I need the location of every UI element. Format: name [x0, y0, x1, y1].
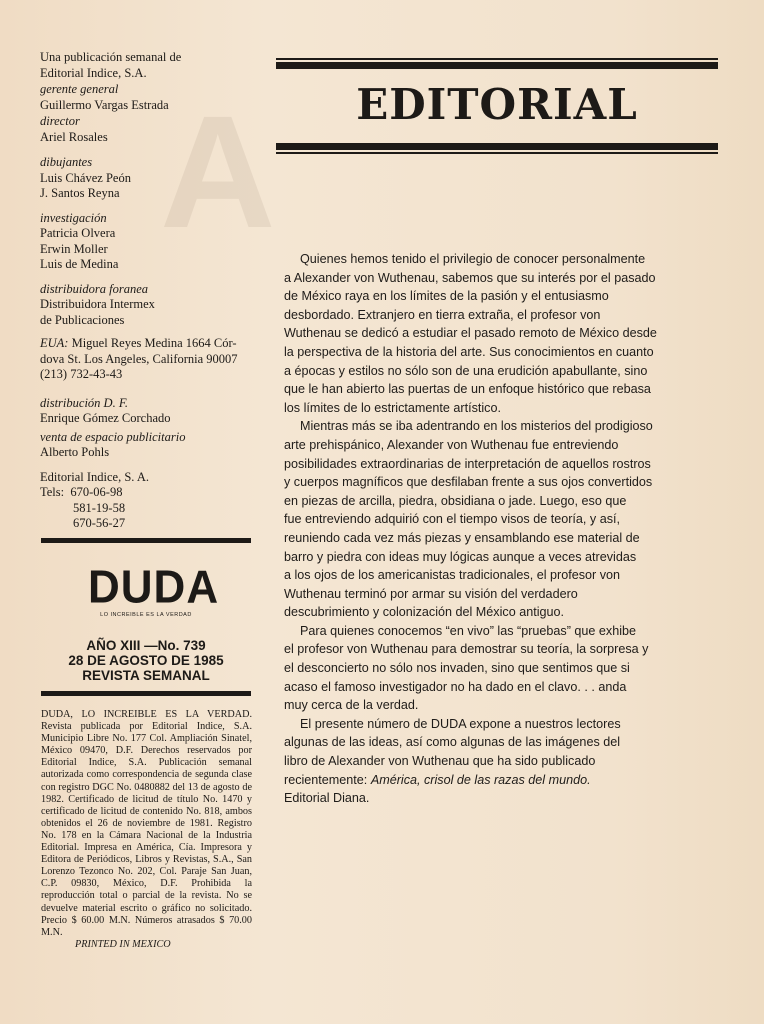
- issue-date: 28 DE AGOSTO DE 1985: [68, 653, 224, 668]
- p2-line: fue entreviendo adquirió con el tiempo visos de teoría, y así,: [284, 512, 621, 527]
- p4-prefix: recientemente:: [284, 772, 371, 787]
- logo-wordmark: DUDA: [88, 561, 220, 614]
- title-rule-top-thin: [276, 58, 718, 60]
- p4-line: algunas de las ideas, así como algunas de las imágenes del: [284, 735, 621, 750]
- p2-line: posibilidades extraordinarias de interpretación de aquellos rostros: [284, 456, 651, 471]
- artists-role: dibujantes: [40, 155, 93, 169]
- foreign-distribution-role: distribuidora foranea: [40, 281, 148, 296]
- director-role: director: [40, 114, 80, 128]
- duda-logo: [88, 561, 220, 622]
- p3-line: muy cerca de la verdad.: [284, 698, 419, 713]
- tel-2: 581-19-58: [73, 500, 126, 515]
- editorial-title: EDITORIAL: [356, 80, 638, 129]
- director-name: Ariel Rosales: [40, 129, 108, 144]
- p2-line: a los ojos de los americanistas tradicionales, el profesor von: [284, 568, 621, 583]
- foreign-distributor-1: Distribuidora Intermex: [40, 297, 155, 311]
- printed-in-mexico: PRINTED IN MEXICO: [75, 938, 171, 950]
- p2-line: descubrimiento y colonización del México antiguo.: [284, 605, 565, 620]
- p2-line: barro y piedra con ideas muy lógicas aunque a veces atrevidas: [284, 549, 637, 564]
- research-name-2: Erwin Moller: [40, 241, 108, 256]
- tel-1: 670-06-98: [70, 485, 123, 499]
- masthead-credits: [40, 50, 265, 532]
- issue-number: AÑO XIII —No. 739: [86, 638, 206, 653]
- p4-line: libro de Alexander von Wuthenau que ha sido publicado: [284, 754, 596, 769]
- ads-role: venta de espacio publicitario: [40, 429, 186, 444]
- artist-name-1: Luis Chávez Peón: [40, 170, 131, 185]
- manager-name: Guillermo Vargas Estrada: [40, 97, 169, 112]
- tel-label: Tels:: [40, 485, 65, 499]
- artist-name-2: J. Santos Reyna: [40, 186, 120, 200]
- p1-line: la perspectiva de la historia del arte. Sus conocimientos en cuanto: [284, 344, 654, 359]
- p1-line: Quienes hemos tenido el privilegio de conocer personalmente: [300, 252, 646, 266]
- research-role: investigación: [40, 210, 107, 225]
- tel-3: 670-56-27: [73, 516, 126, 530]
- p2-line: arte prehispánico, Alexander von Wuthenau fue entreviendo: [284, 437, 619, 452]
- usa-distribution: [40, 336, 265, 383]
- paragraph-3: [284, 622, 694, 715]
- df-distributor-name: Enrique Gómez Corchado: [40, 411, 171, 425]
- legal-notice: [41, 709, 252, 951]
- p1-line: desbordado. Extranjero en tierra extraña, el profesor von: [284, 307, 601, 322]
- title-rule-bottom-thick: [276, 143, 718, 150]
- p1-line: que le han abierto las puertas de un enfoque histórico que rebasa: [284, 382, 651, 397]
- p2-line: reuniendo cada vez más piezas y ensamblando ese material de: [284, 530, 640, 545]
- divider-rule-2: [41, 691, 251, 696]
- editorial-body: [284, 250, 694, 808]
- usa-line3: (213) 732-43-43: [40, 367, 123, 381]
- issue-frequency: REVISTA SEMANAL: [82, 668, 210, 683]
- manager-role: gerente general: [40, 82, 119, 96]
- p2-line: en piezas de arcilla, piedra, obsidiana o jade. Luego, eso que: [284, 493, 627, 508]
- book-title: América, crisol de las razas del mundo.: [370, 772, 591, 787]
- legal-text: DUDA, LO INCREIBLE ES LA VERDAD. Revista publicada por Editorial Indice, S.A. Municipio Libre No. 177 Col. Ampliación Sinatel, México 09470, D.F. Derechos reservados por Editorial Indice, S.A. Publicación semanal autorizada como correspondencia de segunda clase con registro DGC No. 0480882 del 13 de agosto de 1982. Certificado de licitud de título No. 1470 y certificado de licitud de contenido No. 818, ambos obtenidos el 26 de noviembre de 1981. Registro No. 178 en la Cámara Nacional de la Industria Editorial. Impresa en América, Cía. Impresora y Editora de Periódicos, Libros y Revistas, S.A., San Lorenzo Tezonco No. 202, Col. Paraje San Juan, C.P. 09830, México, D.F. Prohibida la reproducción total o parcial de la revista. No se devuelve material escrito o gráfico no solicitado. Precio $ 60.00 M.N. Números atrasados $ 70.00 M.N.: [41, 709, 252, 938]
- p1-line: a épocas y estilos no sólo son de una erudición apabullante, sino: [284, 363, 648, 378]
- research-name-3: Luis de Medina: [40, 257, 119, 271]
- publisher-line1: Una publicación semanal de: [40, 50, 182, 64]
- title-rule-bottom-thin: [276, 152, 718, 154]
- foreign-distributor-2: de Publicaciones: [40, 312, 125, 327]
- p1-line: los límites de lo estrictamente artístico.: [284, 400, 501, 415]
- p4-line-book: [284, 771, 694, 790]
- divider-rule-1: [41, 538, 251, 543]
- p1-line: Wuthenau se dedicó a estudiar el pasado remoto de México desde: [284, 326, 657, 341]
- p3-line: acaso el famoso investigador no ha dado en el clavo. . . anda: [284, 679, 627, 694]
- usa-label: EUA:: [40, 336, 69, 350]
- p3-line: Para quienes conocemos “en vivo” las “pruebas” que exhibe: [300, 623, 637, 638]
- company-name: Editorial Indice, S. A.: [40, 469, 150, 484]
- p3-line: el desconcierto no sólo nos invaden, sino que sentimos que si: [284, 661, 630, 676]
- logo-tagline: LO INCREIBLE ES LA VERDAD: [100, 612, 192, 618]
- p2-line: y cuerpos magníficos que desfilaban frente a sus ojos convertidos: [284, 475, 653, 490]
- usa-line1: Miguel Reyes Medina 1664 Cór-: [68, 336, 237, 350]
- df-distribution-role: distribución D. F.: [40, 395, 128, 410]
- publisher-line2: Editorial Indice, S.A.: [40, 65, 147, 80]
- p4-publisher: Editorial Diana.: [284, 791, 370, 806]
- usa-line2: dova St. Los Angeles, California 90007: [40, 351, 238, 366]
- paragraph-1: [284, 250, 694, 417]
- bleed-through-ghost: A: [160, 82, 276, 261]
- p2-line: Mientras más se iba adentrando en los misterios del prodigioso: [300, 419, 653, 434]
- issue-info: [41, 638, 251, 683]
- p1-line: de México raya en los límites de la pasión y el entusiasmo: [284, 289, 609, 304]
- ads-name: Alberto Pohls: [40, 445, 110, 459]
- paragraph-2: [284, 417, 694, 622]
- paragraph-4: [284, 715, 694, 808]
- p1-line: a Alexander von Wuthenau, sabemos que su interés por el pasado: [284, 270, 656, 285]
- research-name-1: Patricia Olvera: [40, 226, 116, 240]
- p4-line: El presente número de DUDA expone a nuestros lectores: [300, 716, 621, 731]
- title-rule-top-thick: [276, 62, 718, 69]
- p2-line: Wuthenau terminó por armar su visión del verdadero: [284, 586, 578, 601]
- p3-line: el profesor von Wuthenau para demostrar su teoría, la sorpresa y: [284, 642, 649, 657]
